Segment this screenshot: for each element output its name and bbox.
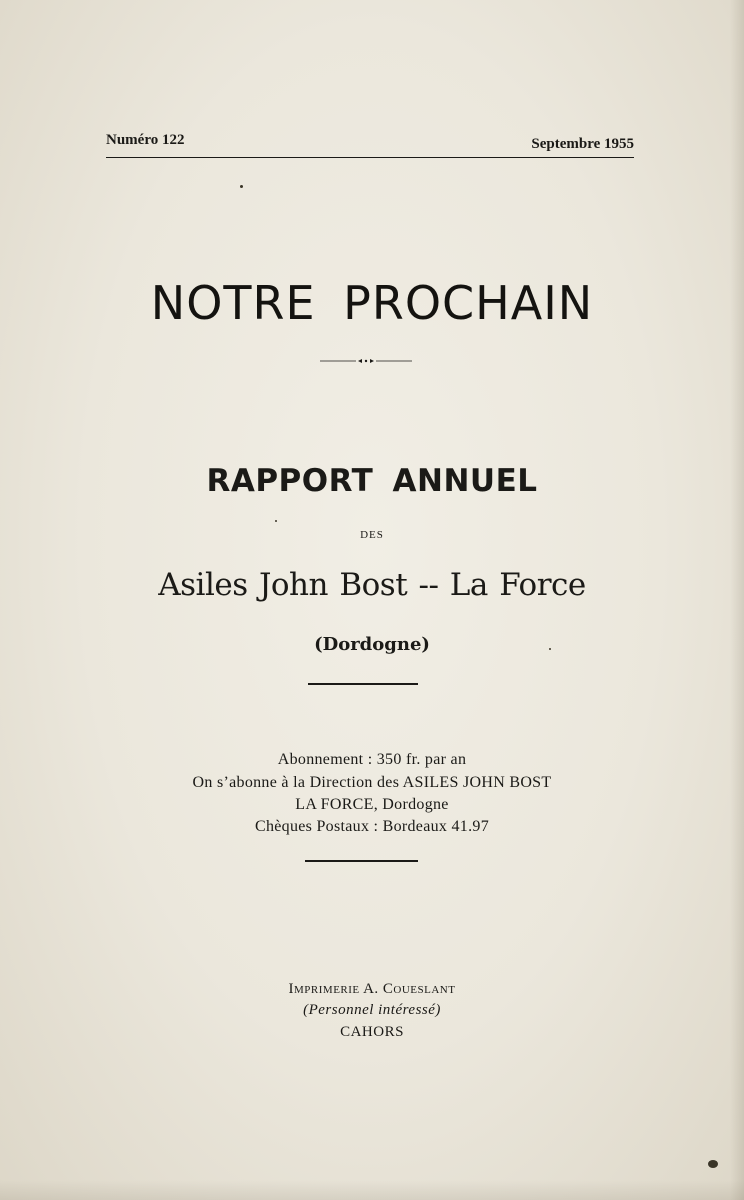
institution-region: (Dordogne) xyxy=(314,634,430,655)
institution-name: Asiles John Bost -- La Force xyxy=(158,567,586,603)
paper-speck xyxy=(708,1160,718,1168)
section-divider-bottom xyxy=(305,860,418,862)
paper-edge-shadow xyxy=(0,1180,744,1200)
subscription-price: Abonnement : 350 fr. par an xyxy=(277,751,467,768)
header-divider xyxy=(106,157,634,158)
report-connector: DES xyxy=(360,529,384,541)
paper-speck xyxy=(549,648,551,650)
ornament-divider xyxy=(320,358,412,364)
publication-title: NOTRE PROCHAIN xyxy=(150,276,594,330)
paper-speck xyxy=(275,520,277,522)
paper-speck xyxy=(240,185,243,188)
issue-date: Septembre 1955 xyxy=(531,136,634,152)
section-divider-top xyxy=(308,683,418,685)
report-heading: RAPPORT ANNUEL xyxy=(206,463,538,499)
subscription-address: LA FORCE, Dordogne xyxy=(295,796,449,813)
issue-number: Numéro 122 xyxy=(106,132,185,148)
paper-edge-shadow xyxy=(730,0,744,1200)
printer-name: Imprimerie A. Coueslant xyxy=(288,981,456,997)
subscription-postal-account: Chèques Postaux : Bordeaux 41.97 xyxy=(254,818,490,835)
subscription-contact: On s’abonne à la Direction des ASILES JOHN BOST xyxy=(192,774,552,791)
printer-city: CAHORS xyxy=(340,1024,404,1040)
page-header xyxy=(106,132,634,154)
printer-note: (Personnel intéressé) xyxy=(303,1002,441,1018)
